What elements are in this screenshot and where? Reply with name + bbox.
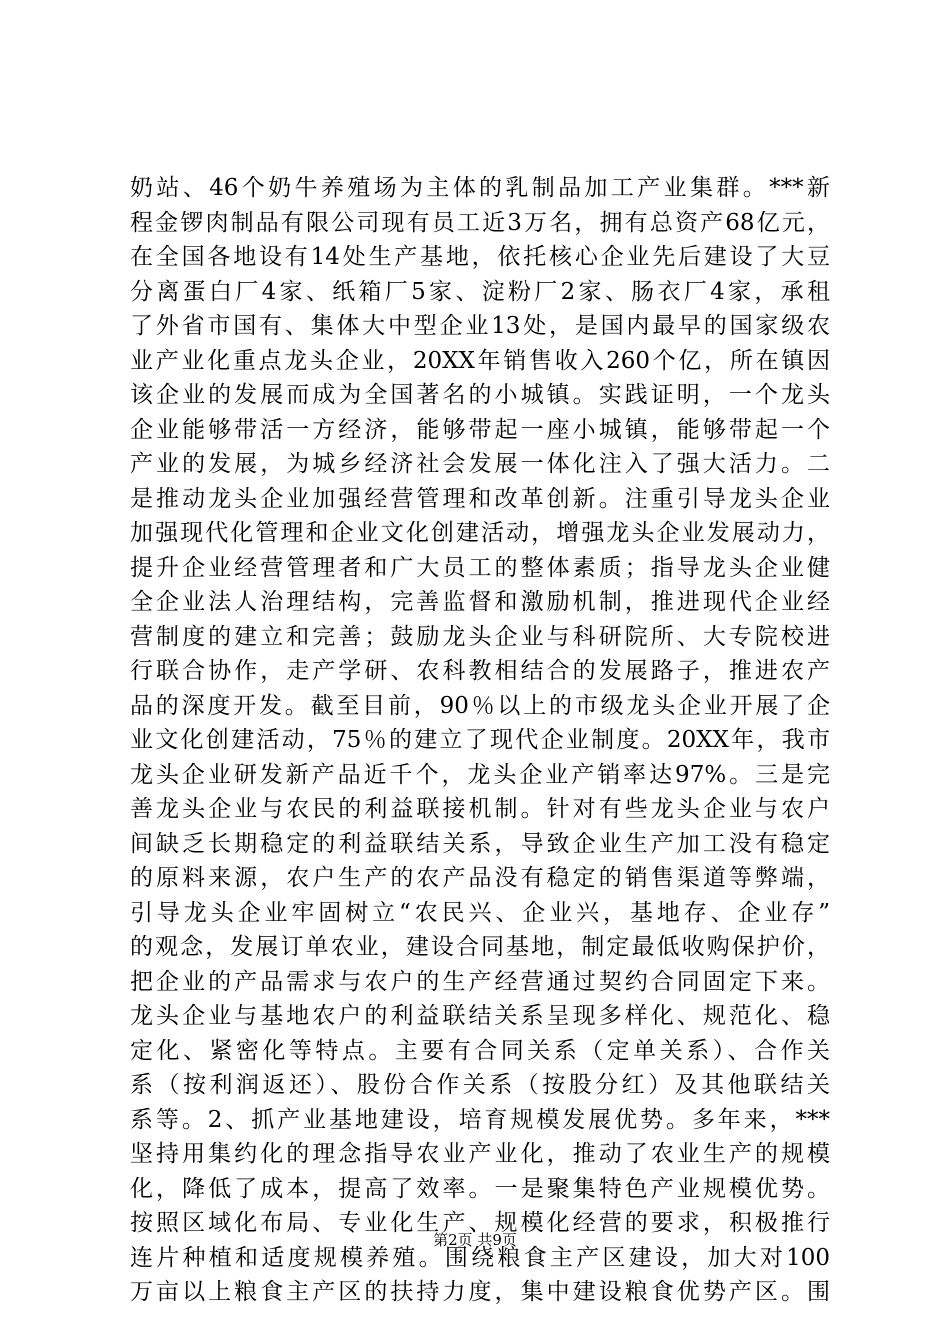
- text-line: 间缺乏长期稳定的利益联结关系，导致企业生产加工没有稳定: [130, 830, 830, 857]
- text-line: 程金锣肉制品有限公司现有员工近3万名，拥有总资产68亿元，: [130, 209, 830, 236]
- text-line: 了外省市国有、集体大中型企业13处，是国内最早的国家级农: [130, 313, 830, 339]
- text-line: 系等。2、抓产业基地建设，培育规模发展优势。多年来，***: [130, 1106, 830, 1133]
- text-line: 善龙头企业与农民的利益联接机制。针对有些龙头企业与农户: [130, 796, 830, 822]
- text-line: 化，降低了成本，提高了效率。一是聚集特色产业规模优势。: [130, 1175, 830, 1202]
- text-line: 的观念，发展订单农业，建设合同基地，制定最低收购保护价，: [130, 934, 830, 960]
- text-line: 引导龙头企业牢固树立“农民兴、企业兴，基地存、企业存”: [130, 899, 830, 926]
- text-line: 全企业法人治理结构，完善监督和激励机制，推进现代企业经: [130, 589, 830, 615]
- text-line: 奶站、46个奶牛养殖场为主体的乳制品加工产业集群。***新: [130, 175, 830, 201]
- text-line: 把企业的产品需求与农户的生产经营通过契约合同固定下来。: [130, 968, 830, 995]
- text-line: 在全国各地设有14处生产基地，依托核心企业先后建设了大豆: [130, 244, 830, 270]
- text-line: 坚持用集约化的理念指导农业产业化，推动了农业生产的规模: [130, 1141, 830, 1167]
- text-line: 品的深度开发。截至目前，90％以上的市级龙头企业开展了企: [130, 692, 830, 719]
- text-line: 龙头企业与基地农户的利益联结关系呈现多样化、规范化、稳: [130, 1003, 830, 1029]
- text-line: 连片种植和适度规模养殖。围绕粮食主产区建设，加大对100: [130, 1244, 830, 1271]
- page-footer: [0, 1230, 950, 1250]
- text-line: 万亩以上粮食主产区的扶持力度，集中建设粮食优势产区。围: [130, 1279, 830, 1305]
- text-line: 的原料来源，农户生产的农产品没有稳定的销售渠道等弊端，: [130, 865, 830, 891]
- text-line: 分离蛋白厂4家、纸箱厂5家、淀粉厂2家、肠衣厂4家，承租: [130, 278, 830, 305]
- text-line: 产业的发展，为城乡经济社会发展一体化注入了强大活力。二: [130, 451, 830, 477]
- text-line: 龙头企业研发新产品近千个，龙头企业产销率达97%。三是完: [130, 761, 830, 788]
- text-line: 业产业化重点龙头企业，20XX年销售收入260个亿，所在镇因: [130, 347, 830, 374]
- text-line: 行联合协作，走产学研、农科教相结合的发展路子，推进农产: [130, 658, 830, 684]
- text-line: 是推动龙头企业加强经营管理和改革创新。注重引导龙头企业: [130, 485, 830, 512]
- page-number-label: 第2页 共9页: [433, 1231, 517, 1249]
- text-line: 加强现代化管理和企业文化创建活动，增强龙头企业发展动力，: [130, 520, 830, 546]
- body-text: [130, 171, 830, 1310]
- text-line: 定化、紧密化等特点。主要有合同关系（定单关系）、合作关: [130, 1037, 830, 1064]
- text-line: 企业能够带活一方经济，能够带起一座小城镇，能够带起一个: [130, 416, 830, 443]
- text-line: 该企业的发展而成为全国著名的小城镇。实践证明，一个龙头: [130, 382, 830, 408]
- text-line: 业文化创建活动，75％的建立了现代企业制度。20XX年，我市: [130, 727, 830, 753]
- text-line: 系（按利润返还）、股份合作关系（按股分红）及其他联结关: [130, 1072, 830, 1098]
- text-line: 营制度的建立和完善；鼓励龙头企业与科研院所、大专院校进: [130, 623, 830, 650]
- text-line: 按照区域化布局、专业化生产、规模化经营的要求，积极推行: [130, 1210, 830, 1236]
- text-line: 提升企业经营管理者和广大员工的整体素质；指导龙头企业健: [130, 554, 830, 581]
